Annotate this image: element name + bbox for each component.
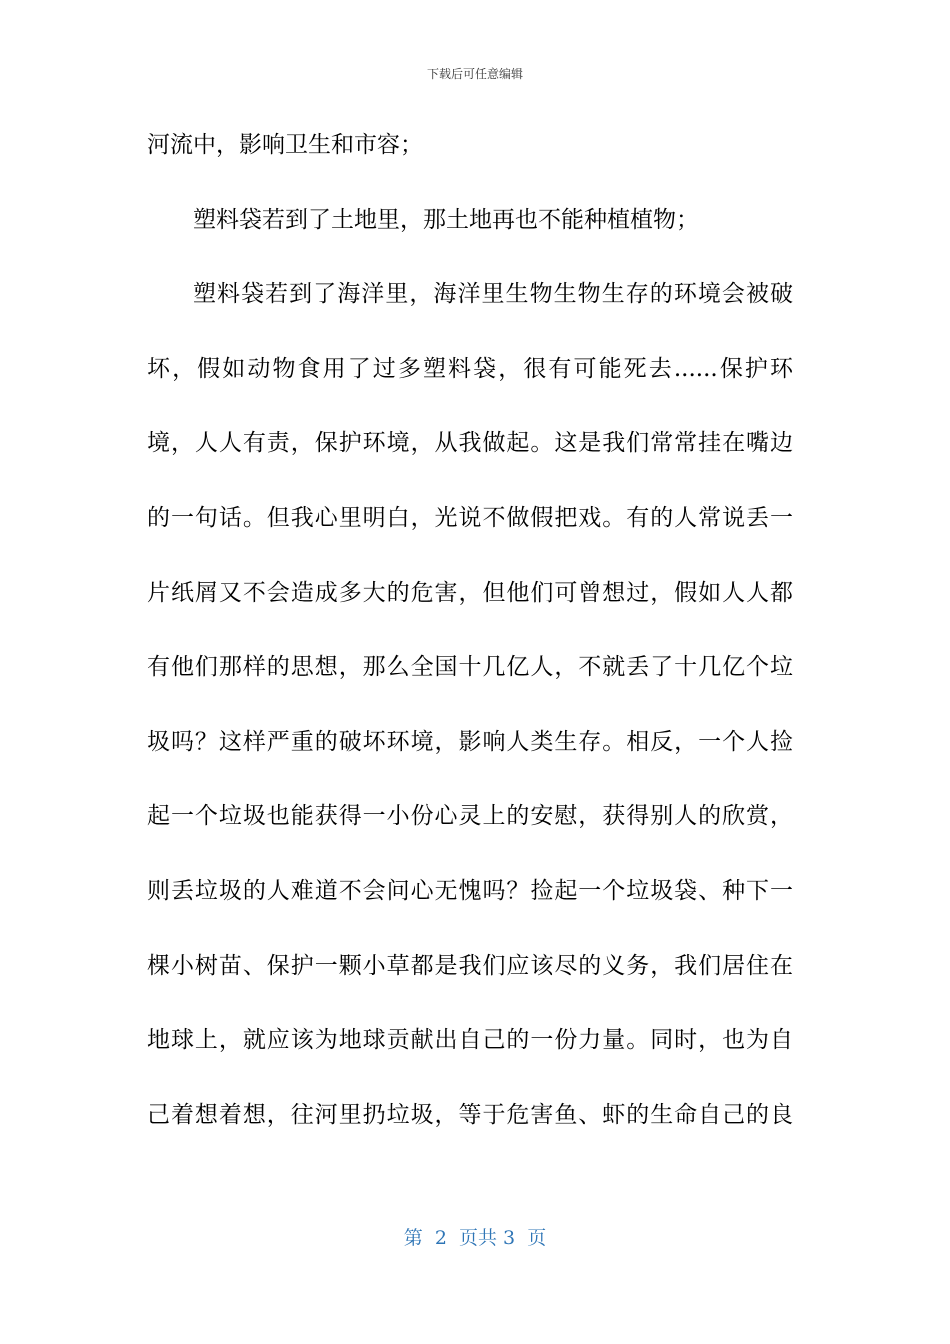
text-line: 有他们那样的思想，那么全国十几亿人，不就丢了十几亿个垃 xyxy=(147,654,793,681)
text-line: 则丢垃圾的人难道不会问心无愧吗？捡起一个垃圾袋、种下一 xyxy=(147,877,793,904)
text-line: 起一个垃圾也能获得一小份心灵上的安慰，获得别人的欣赏， xyxy=(147,803,793,830)
text-line: 塑料袋若到了土地里，那土地再也不能种植植物； xyxy=(193,206,699,233)
text-line: 的一句话。但我心里明白，光说不做假把戏。有的人常说丢一 xyxy=(147,504,793,531)
page-number-footer: 第 2 页共 3 页 xyxy=(403,1227,547,1249)
text-line: 境，人人有责，保护环境，从我做起。这是我们常常挂在嘴边 xyxy=(147,430,793,457)
text-line: 棵小树苗、保护一颗小草都是我们应该尽的义务，我们居住在 xyxy=(147,952,793,979)
page-header: 下载后可任意编辑 xyxy=(426,67,523,81)
text-line: 地球上，就应该为地球贡献出自己的一份力量。同时，也为自 xyxy=(147,1027,793,1054)
text-line: 片纸屑又不会造成多大的危害，但他们可曾想过，假如人人都 xyxy=(147,579,793,606)
body-text xyxy=(147,123,793,1167)
text-line: 坏，假如动物食用了过多塑料袋，很有可能死去......保护环 xyxy=(147,355,793,382)
text-line: 圾吗？这样严重的破坏环境，影响人类生存。相反，一个人捡 xyxy=(147,728,793,755)
text-line: 塑料袋若到了海洋里，海洋里生物生物生存的环境会被破 xyxy=(193,281,793,308)
text-line: 己着想着想，往河里扔垃圾，等于危害鱼、虾的生命自己的良 xyxy=(147,1101,793,1128)
text-line: 河流中，影响卫生和市容； xyxy=(147,132,423,158)
